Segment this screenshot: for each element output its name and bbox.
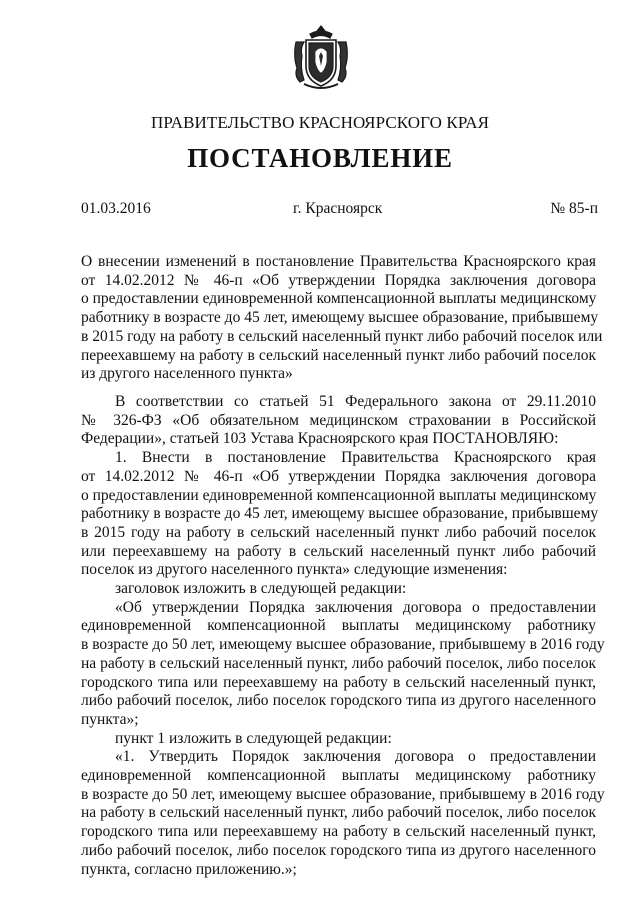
subject-line: переехавшему на работу в сельский населенный пункт либо рабочий поселок xyxy=(81,346,596,364)
document-date: 01.03.2016 xyxy=(81,200,151,217)
subject-line: в 2015 году на работу в сельский населенный пункт либо рабочий поселок или xyxy=(81,327,603,345)
coat-of-arms-icon xyxy=(290,22,352,92)
subject-line: работнику в возрасте до 45 лет, имеющему высшее образование, прибывшему xyxy=(81,309,599,327)
subject-line: от 14.02.2012 № 46-п «Об утверждении Порядка заключения договора xyxy=(81,271,596,289)
document-body xyxy=(81,393,605,879)
body-line: либо рабочий поселок, либо поселок городского типа из другого населенного xyxy=(81,692,596,710)
body-line: работнику в возрасте до 45 лет, имеющему высшее образование, прибывшему xyxy=(81,505,599,523)
body-line: городского типа или переехавшему на работу в сельский населенный пункт, xyxy=(81,673,596,691)
body-line: городского типа или переехавшему на работу в сельский населенный пункт, xyxy=(81,823,596,841)
body-line: от 14.02.2012 № 46-п «Об утверждении Порядка заключения договора xyxy=(81,467,596,485)
body-line: пункта, согласно приложению.»; xyxy=(81,860,297,878)
body-line: «Об утверждении Порядка заключения договора о предоставлении xyxy=(115,598,596,616)
body-line: либо рабочий поселок, либо поселок городского типа из другого населенного xyxy=(81,841,596,859)
subject-line: О внесении изменений в постановление Правительства Красноярского края xyxy=(81,253,596,270)
body-line: В соответствии со статьей 51 Федерального закона от 29.11.2010 xyxy=(115,393,596,410)
document-city: г. Красноярск xyxy=(293,200,383,217)
document-subject xyxy=(81,253,603,384)
document-number: № 85-п xyxy=(550,200,598,217)
body-line: пункта»; xyxy=(81,710,139,728)
body-line: единовременной компенсационной выплаты медицинскому работнику xyxy=(81,767,596,785)
document-type-heading: ПОСТАНОВЛЕНИЕ xyxy=(187,143,453,173)
body-line: или переехавшему на работу в сельский населенный пункт либо рабочий xyxy=(81,542,596,560)
body-line: № 326-ФЗ «Об обязательном медицинском страховании в Российской xyxy=(81,411,596,429)
subject-line: из другого населенного пункта» xyxy=(81,365,293,383)
body-line: в 2015 году на работу в сельский населенный пункт либо рабочий поселок xyxy=(81,523,596,541)
body-line: единовременной компенсационной выплаты медицинскому работнику xyxy=(81,617,596,635)
subject-line: о предоставлении единовременной компенсационной выплаты медицинскому xyxy=(81,290,597,308)
government-title: ПРАВИТЕЛЬСТВО КРАСНОЯРСКОГО КРАЯ xyxy=(150,113,490,132)
body-line: заголовок изложить в следующей редакции: xyxy=(115,580,407,598)
body-line: в возрасте до 50 лет, имеющему высшее образование, прибывшему в 2016 году xyxy=(81,636,605,654)
body-line: поселок из другого населенного пункта» следующие изменения: xyxy=(81,561,508,579)
body-line: 1. Внести в постановление Правительства Красноярского края xyxy=(115,449,596,467)
body-line: пункт 1 изложить в следующей редакции: xyxy=(115,729,392,747)
body-line: на работу в сельский населенный пункт, либо рабочий поселок, либо поселок xyxy=(81,804,596,822)
body-line: «1. Утвердить Порядок заключения договора о предоставлении xyxy=(115,748,596,766)
body-line: Федерации», статьей 103 Устава Красноярского края ПОСТАНОВЛЯЮ: xyxy=(81,430,559,448)
body-line: на работу в сельский населенный пункт, либо рабочий поселок, либо поселок xyxy=(81,654,596,672)
body-line: о предоставлении единовременной компенсационной выплаты медицинскому xyxy=(81,486,597,504)
body-line: в возрасте до 50 лет, имеющему высшее образование, прибывшему в 2016 году xyxy=(81,785,605,803)
